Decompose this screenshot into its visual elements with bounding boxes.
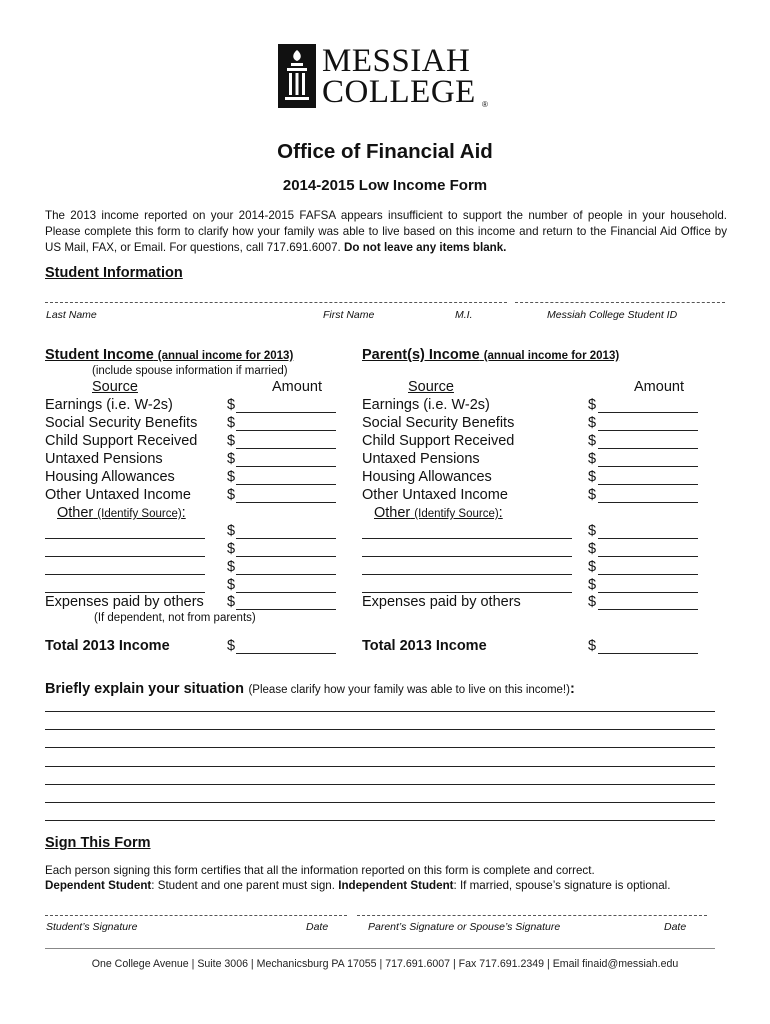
student-amount-field[interactable]	[236, 412, 336, 413]
logo-line-1: MESSIAH	[322, 43, 471, 79]
student-other-note: (Identify Source)	[97, 508, 182, 520]
parent-income-note: (annual income for 2013)	[483, 350, 620, 362]
parent-dollar-sign: $	[588, 638, 597, 654]
student-other-source-field[interactable]	[45, 538, 205, 539]
intro-bold-text: Do not leave any items blank.	[344, 241, 507, 254]
parent-dollar-sign: $	[588, 541, 597, 557]
explanation-line[interactable]	[45, 802, 715, 803]
explanation-line[interactable]	[45, 820, 715, 821]
parent-amount-field[interactable]	[598, 502, 698, 503]
parent-dollar-sign: $	[588, 451, 597, 467]
parent-other-source-field[interactable]	[362, 556, 572, 557]
independent-student-text: : If married, spouse’s signature is optional.	[453, 879, 671, 892]
parent-total-label: Total 2013 Income	[362, 638, 487, 654]
student-source-row: Other Untaxed Income	[45, 487, 191, 503]
parent-dollar-sign: $	[588, 469, 597, 485]
parent-income-title: Parent(s) Income	[362, 347, 480, 363]
last-first-name-line[interactable]	[45, 302, 507, 303]
form-subtitle: 2014-2015 Low Income Form	[282, 177, 488, 194]
explain-heading: Briefly explain your situation (Please clarify how your family was able to live on this income!):	[45, 681, 575, 697]
student-dollar-sign: $	[227, 577, 236, 593]
student-dollar-sign: $	[227, 487, 236, 503]
student-other-label: Other (Identify Source):	[57, 505, 186, 521]
middle-initial-label: M.I.	[455, 309, 473, 321]
parent-source-row: Social Security Benefits	[362, 415, 515, 431]
student-id-line[interactable]	[515, 302, 725, 303]
student-other-source-field[interactable]	[45, 556, 205, 557]
student-source-row: Earnings (i.e. W-2s)	[45, 397, 173, 413]
parent-other-text: Other	[374, 505, 411, 521]
parent-dollar-sign: $	[588, 415, 597, 431]
student-signature-label: Student’s Signature	[46, 921, 138, 933]
student-dollar-sign: $	[227, 433, 236, 449]
student-dollar-sign: $	[227, 451, 236, 467]
expenses-note: (If dependent, not from parents)	[94, 612, 256, 624]
parent-other-label: Other (Identify Source):	[374, 505, 503, 521]
parent-total-amount-field[interactable]	[598, 653, 698, 654]
footer-address: One College Avenue | Suite 3006 | Mechanicsburg PA 17055 | 717.691.6007 | Fax 717.691.2349 | Email finaid@messiah.edu	[91, 958, 679, 970]
registered-mark: ®	[482, 100, 488, 109]
footer-divider	[45, 948, 715, 949]
student-income-heading	[45, 347, 293, 363]
student-dollar-sign: $	[227, 594, 236, 610]
student-amount-field[interactable]	[236, 430, 336, 431]
student-dollar-sign: $	[227, 541, 236, 557]
student-expenses-label: Expenses paid by others	[45, 594, 204, 610]
student-income-title: Student Income	[45, 347, 154, 363]
explanation-line[interactable]	[45, 784, 715, 785]
student-id-label: Messiah College Student ID	[547, 309, 678, 321]
parent-other-note: (Identify Source)	[414, 508, 499, 520]
parent-source-header: Source	[408, 379, 454, 395]
student-source-row: Housing Allowances	[45, 469, 175, 485]
student-amount-field[interactable]	[236, 592, 336, 593]
parent-other-source-field[interactable]	[362, 574, 572, 575]
page-title: Office of Financial Aid	[277, 140, 493, 163]
student-source-row: Untaxed Pensions	[45, 451, 163, 467]
explain-title: Briefly explain your situation	[45, 681, 245, 697]
parent-amount-field[interactable]	[598, 466, 698, 467]
parent-source-row: Other Untaxed Income	[362, 487, 508, 503]
parent-source-row: Housing Allowances	[362, 469, 492, 485]
student-dollar-sign: $	[227, 469, 236, 485]
student-source-row: Child Support Received	[45, 433, 198, 449]
student-dollar-sign: $	[227, 559, 236, 575]
parent-amount-field[interactable]	[598, 484, 698, 485]
student-source-header: Source	[92, 379, 138, 395]
student-dollar-sign: $	[227, 415, 236, 431]
parent-amount-field[interactable]	[598, 430, 698, 431]
student-amount-field[interactable]	[236, 502, 336, 503]
parent-expenses-amount-field[interactable]	[598, 609, 698, 610]
parent-date-label: Date	[664, 921, 687, 933]
student-total-amount-field[interactable]	[236, 653, 336, 654]
parent-signature-line[interactable]	[357, 915, 707, 916]
parent-source-row: Child Support Received	[362, 433, 515, 449]
parent-amount-field[interactable]	[598, 574, 698, 575]
student-amount-field[interactable]	[236, 574, 336, 575]
student-date-label: Date	[306, 921, 329, 933]
student-info-heading: Student Information	[45, 265, 183, 281]
explanation-line[interactable]	[45, 766, 715, 767]
parent-other-source-field[interactable]	[362, 592, 572, 593]
parent-dollar-sign: $	[588, 577, 597, 593]
intro-text: The 2013 income reported on your 2014-2015 FAFSA appears insufficient to support the number of people in your household. Please complete this form to clarify how your family was able to live based on this income and return to the Financial Aid Office by US Mail, FAX, or Email. For questions, call 717.691.6007.	[45, 209, 727, 254]
student-amount-field[interactable]	[236, 466, 336, 467]
last-name-label: Last Name	[46, 309, 97, 321]
parent-amount-header: Amount	[634, 379, 684, 395]
parent-amount-field[interactable]	[598, 448, 698, 449]
student-amount-field[interactable]	[236, 556, 336, 557]
sign-certify-text: Each person signing this form certifies that all the information reported on this form is complete and correct.	[45, 864, 595, 877]
student-total-label: Total 2013 Income	[45, 638, 170, 654]
student-amount-field[interactable]	[236, 538, 336, 539]
tower-emblem-icon	[278, 44, 316, 108]
student-dollar-sign: $	[227, 638, 236, 654]
student-other-source-field[interactable]	[45, 592, 205, 593]
parent-other-source-field[interactable]	[362, 538, 572, 539]
logo-line-2: COLLEGE	[322, 74, 476, 110]
parent-amount-field[interactable]	[598, 556, 698, 557]
sign-rules-text	[45, 879, 670, 892]
parent-dollar-sign: $	[588, 523, 597, 539]
student-other-text: Other	[57, 505, 94, 521]
sign-heading: Sign This Form	[45, 835, 151, 851]
student-source-row: Social Security Benefits	[45, 415, 198, 431]
explanation-line[interactable]	[45, 729, 715, 730]
spouse-note: (include spouse information if married)	[92, 365, 288, 377]
parent-source-row: Earnings (i.e. W-2s)	[362, 397, 490, 413]
explanation-line[interactable]	[45, 711, 715, 712]
student-dollar-sign: $	[227, 523, 236, 539]
dependent-student-text: : Student and one parent must sign.	[151, 879, 335, 892]
student-other-source-field[interactable]	[45, 574, 205, 575]
student-signature-line[interactable]	[45, 915, 347, 916]
parent-dollar-sign: $	[588, 487, 597, 503]
student-income-note: (annual income for 2013)	[157, 350, 294, 362]
parent-expenses-label: Expenses paid by others	[362, 594, 521, 610]
first-name-label: First Name	[323, 309, 375, 321]
parent-amount-field[interactable]	[598, 538, 698, 539]
parent-amount-field[interactable]	[598, 592, 698, 593]
parent-income-heading	[362, 347, 619, 363]
parent-dollar-sign: $	[588, 433, 597, 449]
student-amount-field[interactable]	[236, 448, 336, 449]
explanation-line[interactable]	[45, 747, 715, 748]
college-logo	[278, 44, 493, 110]
student-amount-field[interactable]	[236, 484, 336, 485]
parent-source-row: Untaxed Pensions	[362, 451, 480, 467]
parent-dollar-sign: $	[588, 397, 597, 413]
parent-amount-field[interactable]	[598, 412, 698, 413]
parent-signature-label: Parent’s Signature or Spouse’s Signature	[368, 921, 561, 933]
explain-note: (Please clarify how your family was able to live on this income!)	[248, 684, 570, 696]
parent-dollar-sign: $	[588, 594, 597, 610]
independent-student-label: Independent Student	[338, 879, 454, 892]
parent-dollar-sign: $	[588, 559, 597, 575]
intro-paragraph	[45, 208, 727, 256]
student-dollar-sign: $	[227, 397, 236, 413]
student-amount-header: Amount	[272, 379, 322, 395]
student-expenses-amount-field[interactable]	[236, 609, 336, 610]
dependent-student-label: Dependent Student	[45, 879, 152, 892]
